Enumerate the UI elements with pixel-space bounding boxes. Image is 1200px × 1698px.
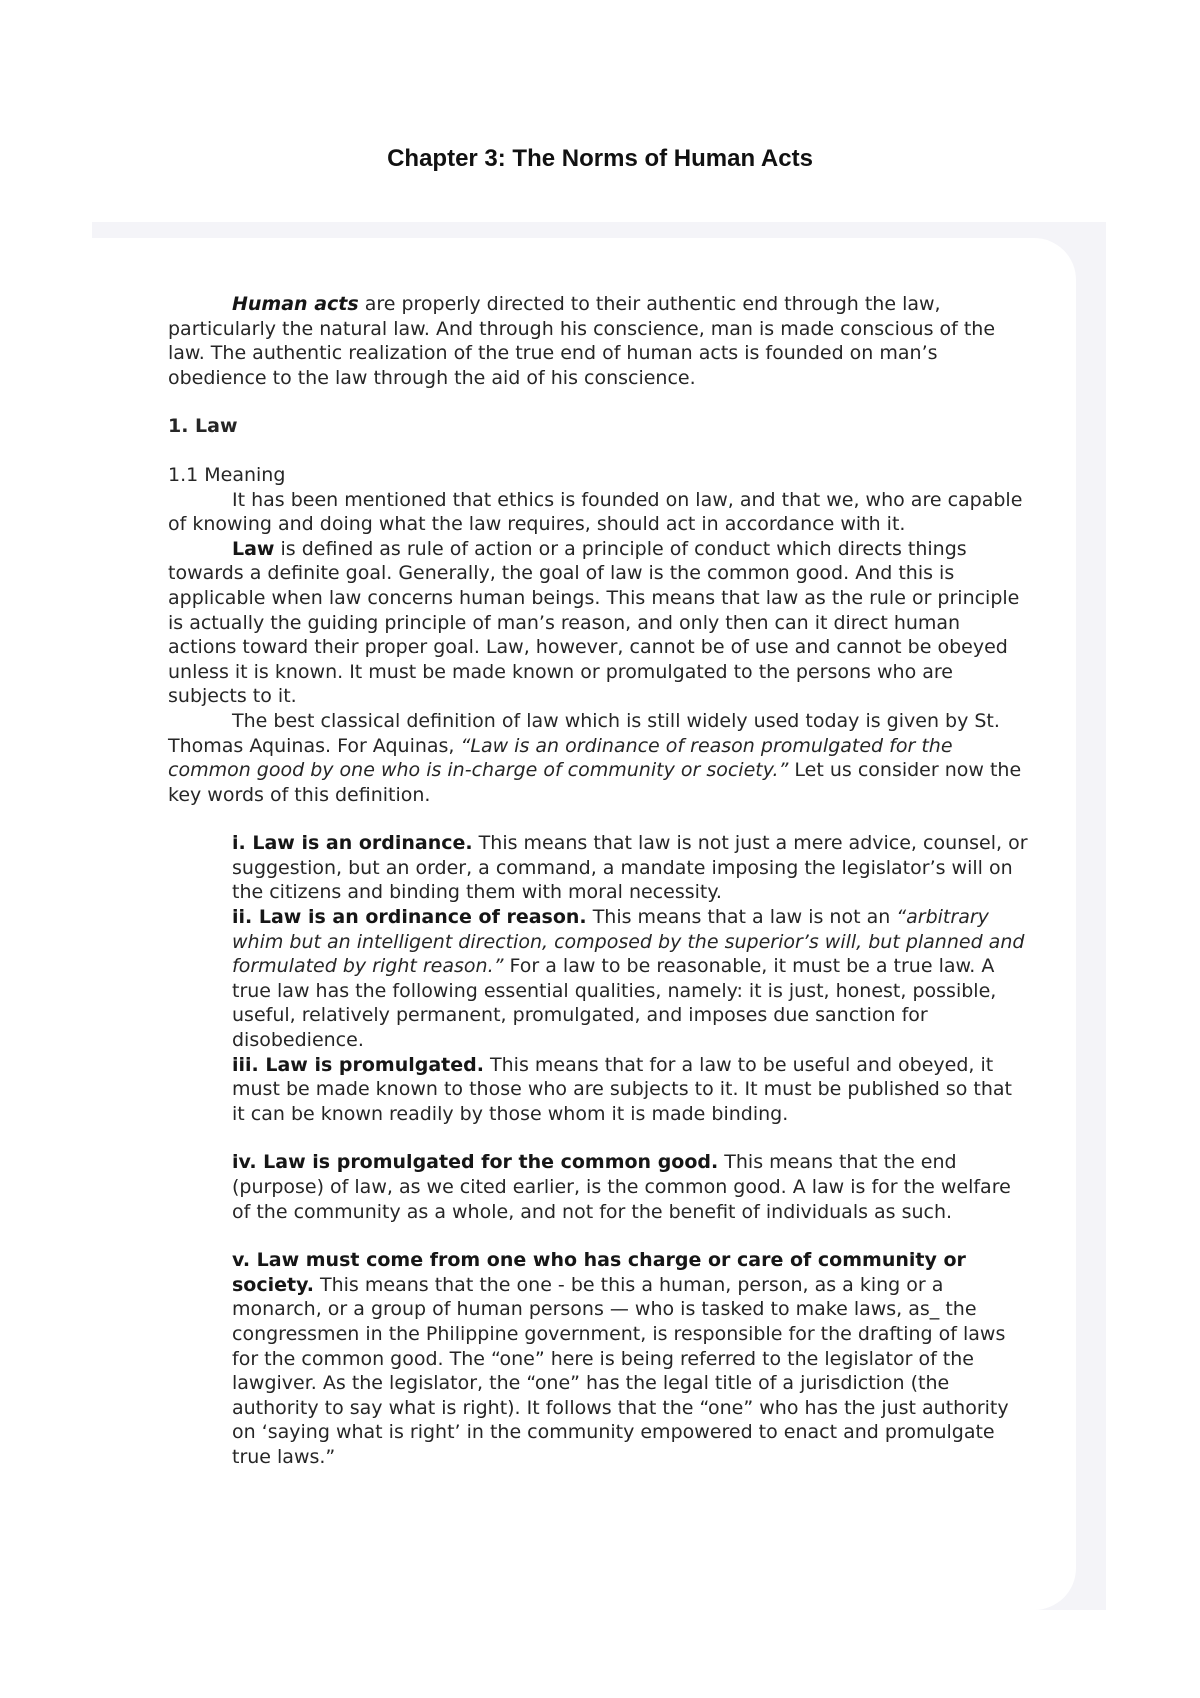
item-5-lead: v. Law must come from one who has charge or care of community or society. [232,1249,966,1296]
section-heading: 1. Law [168,415,238,438]
intro-paragraph [168,292,1030,390]
intro-text: are properly directed to their authentic end through the law, particularly the natural law. And through his conscience, man is made conscious of the law. The authentic realization of the true end of human acts is founded on man’s obedience to the law through the aid of his conscience. [168,293,996,389]
aquinas-quote: “Law is an ordinance of reason promulgated for the common good by one who is in-charge of community or society.” [168,734,953,782]
item-5-text: This means that the one - be this a human, person, as a king or a monarch, or a group of human persons — who is tasked to make laws, as_ the congressmen in the Philippine government, is responsible for the drafting of laws for the common good. The “one” here is being referred to the legislator of the lawgiver. As the legislator, the “one” has the legal title of a jurisdiction (the authority to say what is right). It follows that the “one” who has the just authority on ‘saying what is right’ in the community empowered to enact and promulgate true laws.” [232,1273,1009,1468]
definition-item-1 [232,831,1030,905]
item-2-text: This means that a law is not an [586,906,897,929]
item-4-lead: iv. Law is promulgated for the common good. [232,1151,719,1174]
law-term: Law [232,537,275,560]
definition-item-4 [232,1150,1030,1224]
meaning-paragraph-3 [168,709,1030,807]
definition-item-5 [232,1248,1030,1469]
item-2-after: For a law to be reasonable, it must be a true law. A true law has the following essential qualities, namely: it is just, honest, possible, useful, relatively permanent, promulgated, and imposes due sanction for disobedience. [232,955,997,1052]
item-2-lead: ii. Law is an ordinance of reason. [232,906,587,929]
page-title: Chapter 3: The Norms of Human Acts [387,145,813,172]
meaning-paragraph-2 [168,537,1030,709]
item-2-quote: “arbitrary whim but an intelligent direction, composed by the superior’s will, but planned and formulated by right reason.” [232,906,1025,978]
item-1-lead: i. Law is an ordinance. [232,832,473,855]
item-3-lead: iii. Law is promulgated. [232,1053,484,1076]
definition-item-2 [232,905,1030,1053]
meaning-paragraph-1: It has been mentioned that ethics is founded on law, and that we, who are capable of knowing and doing what the law requires, should act in accordance with it. [168,488,1023,536]
intro-lead: Human acts [232,293,359,315]
definition-item-3 [232,1053,1030,1127]
item-3-text: This means that for a law to be useful and obeyed, it must be made known to those who are subjects to it. It must be published so that it can be known readily by those whom it is made binding. [232,1053,1012,1125]
item-4-text: This means that the end (purpose) of law, as we cited earlier, is the common good. A law is for the welfare of the community as a whole, and not for the benefit of individuals as such. [232,1151,1011,1223]
aquinas-after: Let us consider now the key words of this definition. [168,759,1022,806]
item-1-text: This means that law is not just a mere advice, counsel, or suggestion, but an order, a command, a mandate imposing the legislator’s will on the citizens and binding them with moral necessity. [232,832,1028,904]
aquinas-intro: The best classical definition of law which is still widely used today is given by St. Thomas Aquinas. For Aquinas, [168,709,1000,757]
law-definition-text: is defined as rule of action or a principle of conduct which directs things towards a definite goal. Generally, the goal of law is the common good. And this is applicable when law concerns human beings. This means that law as the rule or principle is actually the guiding principle of man’s reason, and only then can it direct human actions toward their proper goal. Law, however, cannot be of use and cannot be obeyed unless it is known. It must be made known or promulgated to the persons who are subjects to it. [168,537,1020,708]
document-body [168,292,1030,1470]
subsection-heading: 1.1 Meaning [168,463,286,486]
